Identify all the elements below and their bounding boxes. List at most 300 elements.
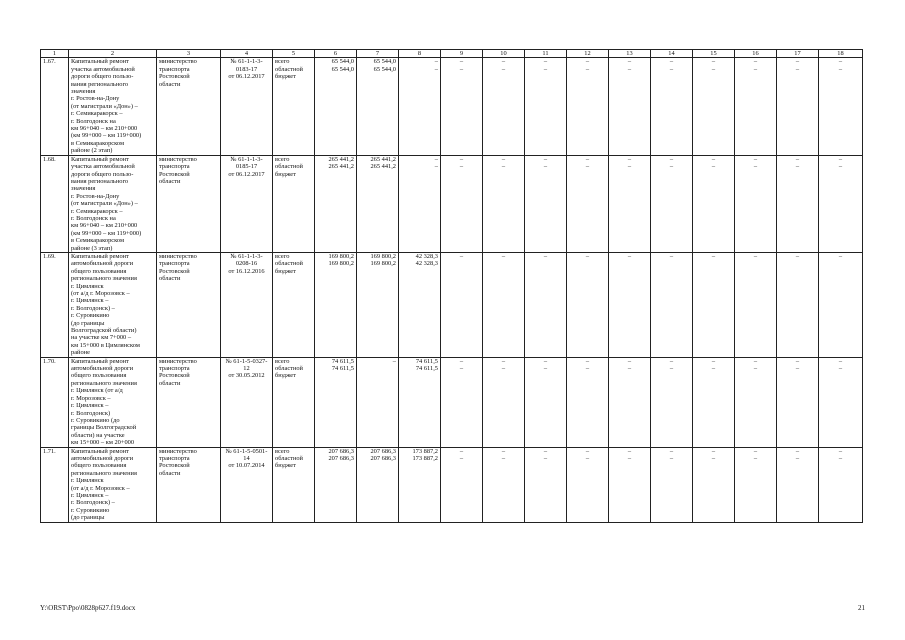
amount-col17 bbox=[777, 155, 819, 252]
cell-line: – bbox=[669, 447, 674, 455]
cell-line: 65 544,0 bbox=[331, 65, 354, 73]
amount-col6 bbox=[315, 155, 357, 252]
row-number: 1.71. bbox=[41, 447, 69, 522]
cell-line: г. Цимлянск (от а/д bbox=[71, 387, 123, 395]
cell-line: г. Волгодонск) bbox=[71, 409, 111, 417]
amount-col9 bbox=[441, 252, 483, 357]
object-name-cell bbox=[69, 58, 157, 155]
cell-line: – bbox=[669, 357, 674, 365]
cell-line: г. Цимлянск bbox=[71, 477, 104, 485]
document-cell bbox=[221, 357, 273, 447]
cell-line: всего bbox=[275, 155, 290, 163]
cell-line: – bbox=[501, 447, 506, 455]
cell-line: области bbox=[159, 275, 181, 283]
cell-line: Капитальный ремонт bbox=[71, 447, 129, 455]
cell-line: 65 544,0 bbox=[373, 65, 396, 73]
cell-line: – bbox=[711, 454, 716, 462]
cell-line: г. Цимлянск bbox=[71, 282, 104, 290]
row-number: 1.67. bbox=[41, 58, 69, 155]
row-number: 1.68. bbox=[41, 155, 69, 252]
cell-line: – bbox=[627, 454, 632, 462]
cell-line: участка автомобильной bbox=[71, 163, 135, 171]
cell-line: министерство bbox=[159, 58, 197, 66]
amount-col14 bbox=[651, 447, 693, 522]
cell-line: 42 328,3 bbox=[415, 260, 438, 268]
cell-line: 207 686,3 bbox=[328, 454, 354, 462]
cell-line: транспорта bbox=[159, 454, 190, 462]
cell-line: 207 686,3 bbox=[370, 447, 396, 455]
cell-line: – bbox=[627, 365, 632, 373]
header-cell: 17 bbox=[777, 50, 819, 58]
object-name-cell bbox=[69, 155, 157, 252]
cell-line: г. Суровикино (до bbox=[71, 416, 120, 424]
amount-col11 bbox=[525, 155, 567, 252]
amount-col10 bbox=[483, 447, 525, 522]
amount-col8 bbox=[399, 155, 441, 252]
document-cell bbox=[221, 447, 273, 522]
cell-line: – bbox=[669, 155, 674, 163]
customer-cell bbox=[157, 357, 221, 447]
amount-col9 bbox=[441, 58, 483, 155]
cell-line: – bbox=[459, 163, 464, 171]
cell-line: области bbox=[159, 469, 181, 477]
cell-line: – bbox=[459, 454, 464, 462]
object-name-cell bbox=[69, 447, 157, 522]
cell-line: всего bbox=[275, 252, 290, 260]
cell-line: Капитальный ремонт bbox=[71, 252, 129, 260]
cell-line: министерство bbox=[159, 357, 197, 365]
amount-col10 bbox=[483, 58, 525, 155]
cell-line: № 61-1-5-0501- bbox=[225, 447, 268, 455]
cell-line: – bbox=[627, 252, 632, 260]
cell-line: – bbox=[711, 163, 716, 171]
cell-line: – bbox=[838, 252, 843, 260]
cell-line: – bbox=[711, 447, 716, 455]
header-cell: 1 bbox=[41, 50, 69, 58]
cell-line: – bbox=[434, 155, 438, 163]
cell-line: областной bbox=[275, 65, 303, 73]
amount-col16 bbox=[735, 58, 777, 155]
cell-line: вания регионального bbox=[71, 177, 129, 185]
cell-line: 173 887,2 bbox=[412, 447, 438, 455]
cell-line: значения bbox=[71, 88, 96, 96]
cell-line: транспорта bbox=[159, 260, 190, 268]
cell-line: 0183-17 bbox=[235, 65, 258, 73]
cell-line: км 96+040 – км 210+000 bbox=[71, 125, 138, 133]
cell-line: участка автомобильной bbox=[71, 65, 135, 73]
header-cell: 15 bbox=[693, 50, 735, 58]
cell-line: области) на участке bbox=[71, 431, 125, 439]
cell-line: – bbox=[753, 163, 758, 171]
cell-line: – bbox=[459, 357, 464, 365]
cell-line: – bbox=[627, 155, 632, 163]
cell-line: – bbox=[669, 252, 674, 260]
cell-line: автомобильной дороги bbox=[71, 454, 134, 462]
document-cell bbox=[221, 155, 273, 252]
header-cell: 12 bbox=[567, 50, 609, 58]
amount-col18 bbox=[819, 58, 863, 155]
cell-line: министерство bbox=[159, 447, 197, 455]
cell-line: – bbox=[711, 155, 716, 163]
cell-line: министерство bbox=[159, 252, 197, 260]
cell-line: 0185-17 bbox=[235, 163, 258, 171]
cell-line: 42 328,3 bbox=[415, 252, 438, 260]
cell-line: области bbox=[159, 80, 181, 88]
header-cell: 6 bbox=[315, 50, 357, 58]
cell-line: транспорта bbox=[159, 65, 190, 73]
cell-line: – bbox=[753, 58, 758, 66]
amount-col18 bbox=[819, 252, 863, 357]
amount-col7 bbox=[357, 155, 399, 252]
row-number: 1.70. bbox=[41, 357, 69, 447]
header-cell: 2 bbox=[69, 50, 157, 58]
cell-line: районе (2 этап) bbox=[71, 147, 113, 155]
cell-line: – bbox=[501, 252, 506, 260]
object-name-cell bbox=[69, 252, 157, 357]
cell-line: – bbox=[627, 357, 632, 365]
cell-line: – bbox=[543, 58, 548, 66]
cell-line: всего bbox=[275, 447, 290, 455]
amount-col15 bbox=[693, 252, 735, 357]
cell-line: км 96+040 – км 210+000 bbox=[71, 222, 138, 230]
cell-line: 207 686,3 bbox=[328, 447, 354, 455]
cell-line: (от а/д г. Морозовск – bbox=[71, 290, 130, 297]
cell-line: г. Суровикино bbox=[71, 312, 110, 320]
cell-line: Ростовской bbox=[159, 267, 190, 275]
cell-line: 0208-16 bbox=[235, 260, 258, 268]
cell-line: № 61-1-1-3- bbox=[230, 155, 263, 163]
cell-line: – bbox=[501, 454, 506, 462]
cell-line: 265 441,2 bbox=[370, 163, 396, 171]
header-cell: 14 bbox=[651, 50, 693, 58]
cell-line: 265 441,2 bbox=[328, 155, 354, 163]
amount-col12 bbox=[567, 447, 609, 522]
amount-col11 bbox=[525, 447, 567, 522]
cell-line: значения bbox=[71, 185, 96, 193]
cell-line: транспорта bbox=[159, 163, 190, 171]
header-cell: 4 bbox=[221, 50, 273, 58]
amount-col13 bbox=[609, 357, 651, 447]
cell-line: – bbox=[627, 58, 632, 66]
header-cell: 9 bbox=[441, 50, 483, 58]
cell-line: – bbox=[501, 155, 506, 163]
amount-col16 bbox=[735, 252, 777, 357]
cell-line: бюджет bbox=[275, 73, 296, 81]
cell-line: 169 800,2 bbox=[370, 252, 396, 260]
table-body bbox=[41, 50, 863, 523]
cell-line: общего пользования bbox=[71, 462, 127, 470]
cell-line: – bbox=[753, 252, 758, 260]
cell-line: 74 611,5 bbox=[415, 357, 438, 365]
cell-line: – bbox=[711, 357, 716, 365]
amount-col8 bbox=[399, 357, 441, 447]
cell-line: г. Семикаракорск – bbox=[71, 207, 123, 215]
cell-line: Ростовской bbox=[159, 462, 190, 470]
header-cell: 11 bbox=[525, 50, 567, 58]
table-row bbox=[41, 155, 863, 252]
cell-line: – bbox=[669, 365, 674, 373]
cell-line: – bbox=[459, 365, 464, 373]
cell-line: – bbox=[838, 58, 843, 66]
cell-line: 169 800,2 bbox=[370, 260, 396, 268]
cell-line: (км 99+000 – км 119+000) bbox=[71, 229, 142, 237]
amount-col12 bbox=[567, 252, 609, 357]
amount-col14 bbox=[651, 58, 693, 155]
amount-col7 bbox=[357, 357, 399, 447]
cell-line: автомобильной дороги bbox=[71, 260, 134, 268]
cell-line: – bbox=[585, 357, 590, 365]
cell-line: – bbox=[669, 58, 674, 66]
amount-col15 bbox=[693, 447, 735, 522]
amount-col17 bbox=[777, 58, 819, 155]
amount-col14 bbox=[651, 155, 693, 252]
cell-line: – bbox=[838, 447, 843, 455]
cell-line: автомобильной дороги bbox=[71, 365, 134, 373]
cell-line: 12 bbox=[243, 365, 250, 373]
file-path: Y:\ORST\Ppo\0828p627.f19.docx bbox=[40, 604, 136, 612]
cell-line: – bbox=[543, 252, 548, 260]
amount-col7 bbox=[357, 58, 399, 155]
cell-line: – bbox=[795, 155, 800, 163]
amount-col15 bbox=[693, 58, 735, 155]
cell-line: – bbox=[795, 163, 800, 171]
amount-col9 bbox=[441, 447, 483, 522]
cell-line: г. Морозовск – bbox=[71, 394, 111, 402]
cell-line: – bbox=[434, 65, 438, 73]
cell-line: г. Цимлянск – bbox=[71, 491, 109, 499]
cell-line: – bbox=[711, 58, 716, 66]
cell-line: г. Семикаракорск – bbox=[71, 110, 123, 118]
cell-line: области bbox=[159, 177, 181, 185]
cell-line: – bbox=[585, 447, 590, 455]
cell-line: регионального значения bbox=[71, 469, 137, 477]
cell-line: – bbox=[585, 365, 590, 373]
amount-col11 bbox=[525, 252, 567, 357]
cell-line: – bbox=[501, 365, 506, 373]
cell-line: км 15+000 – км 20+000 bbox=[71, 439, 135, 447]
amount-col7 bbox=[357, 447, 399, 522]
cell-line: № 61-1-5-0327- bbox=[225, 357, 268, 365]
cell-line: всего bbox=[275, 357, 290, 365]
cell-line: – bbox=[753, 155, 758, 163]
cell-line: – bbox=[543, 65, 548, 73]
cell-line: вания регионального bbox=[71, 80, 129, 88]
customer-cell bbox=[157, 58, 221, 155]
cell-line: – bbox=[585, 252, 590, 260]
cell-line: – bbox=[543, 447, 548, 455]
cell-line: в Семикаракорском bbox=[71, 237, 125, 245]
cell-line: – bbox=[838, 65, 843, 73]
cell-line: 265 441,2 bbox=[370, 155, 396, 163]
cell-line: Капитальный ремонт bbox=[71, 155, 129, 163]
cell-line: г. Волгодонск) – bbox=[71, 499, 115, 507]
cell-line: – bbox=[501, 357, 506, 365]
cell-line: регионального значения bbox=[71, 379, 137, 387]
cell-line: бюджет bbox=[275, 170, 296, 178]
cell-line: – bbox=[585, 454, 590, 462]
amount-col12 bbox=[567, 357, 609, 447]
amount-col16 bbox=[735, 447, 777, 522]
cell-line: – bbox=[543, 357, 548, 365]
cell-line: дороги общего пользо- bbox=[71, 73, 134, 81]
cell-line: г. Волгодонск) – bbox=[71, 304, 115, 312]
cell-line: – bbox=[669, 454, 674, 462]
customer-cell bbox=[157, 447, 221, 522]
header-cell: 10 bbox=[483, 50, 525, 58]
amount-col17 bbox=[777, 252, 819, 357]
cell-line: – bbox=[434, 58, 438, 66]
cell-line: – bbox=[753, 454, 758, 462]
amount-col8 bbox=[399, 447, 441, 522]
amount-col16 bbox=[735, 357, 777, 447]
table-row bbox=[41, 447, 863, 522]
row-number: 1.69. bbox=[41, 252, 69, 357]
document-cell bbox=[221, 58, 273, 155]
cell-line: – bbox=[627, 163, 632, 171]
cell-line: министерство bbox=[159, 155, 197, 163]
cell-line: – bbox=[434, 163, 438, 171]
cell-line: г. Цимлянск – bbox=[71, 402, 109, 410]
page-number: 21 bbox=[858, 604, 865, 612]
funding-source-cell bbox=[273, 252, 315, 357]
cell-line: г. Суровикино bbox=[71, 506, 110, 514]
cell-line: 173 887,2 bbox=[412, 454, 438, 462]
cell-line: 65 544,0 bbox=[373, 58, 396, 66]
header-cell: 8 bbox=[399, 50, 441, 58]
cell-line: всего bbox=[275, 58, 290, 66]
amount-col14 bbox=[651, 252, 693, 357]
cell-line: № 61-1-1-3- bbox=[230, 58, 263, 66]
cell-line: – bbox=[501, 58, 506, 66]
amount-col13 bbox=[609, 447, 651, 522]
amount-col18 bbox=[819, 447, 863, 522]
cell-line: бюджет bbox=[275, 372, 296, 380]
cell-line: от 06.12.2017 bbox=[228, 170, 265, 178]
table-row bbox=[41, 252, 863, 357]
cell-line: – bbox=[838, 357, 843, 365]
cell-line: (от магистрали «Дон») – bbox=[71, 200, 138, 208]
cell-line: – bbox=[543, 365, 548, 373]
amount-col12 bbox=[567, 155, 609, 252]
cell-line: (от магистрали «Дон») – bbox=[71, 102, 138, 110]
cell-line: – bbox=[795, 65, 800, 73]
amount-col13 bbox=[609, 58, 651, 155]
cell-line: г. Волгодонск на bbox=[71, 214, 116, 222]
cell-line: – bbox=[543, 163, 548, 171]
cell-line: – bbox=[838, 163, 843, 171]
cell-line: – bbox=[838, 454, 843, 462]
cell-line: от 16.12.2016 bbox=[228, 267, 265, 275]
cell-line: г. Ростов-на-Дону bbox=[71, 192, 120, 200]
amount-col6 bbox=[315, 357, 357, 447]
cell-line: – bbox=[711, 252, 716, 260]
cell-line: общего пользования bbox=[71, 372, 127, 380]
cell-line: – bbox=[459, 252, 464, 260]
header-cell: 7 bbox=[357, 50, 399, 58]
cell-line: регионального значения bbox=[71, 275, 137, 283]
cell-line: от 30.05.2012 bbox=[228, 372, 265, 380]
cell-line: – bbox=[753, 365, 758, 373]
cell-line: областной bbox=[275, 454, 303, 462]
cell-line: областной bbox=[275, 163, 303, 171]
cell-line: – bbox=[753, 447, 758, 455]
amount-col10 bbox=[483, 155, 525, 252]
cell-line: – bbox=[501, 163, 506, 171]
customer-cell bbox=[157, 155, 221, 252]
cell-line: г. Цимлянск – bbox=[71, 297, 109, 305]
amount-col9 bbox=[441, 357, 483, 447]
header-row bbox=[41, 50, 863, 58]
cell-line: Ростовской bbox=[159, 170, 190, 178]
amount-col15 bbox=[693, 357, 735, 447]
cell-line: – bbox=[459, 447, 464, 455]
cell-line: – bbox=[838, 365, 843, 373]
cell-line: Ростовской bbox=[159, 73, 190, 81]
cell-line: Капитальный ремонт bbox=[71, 58, 129, 66]
amount-col13 bbox=[609, 155, 651, 252]
cell-line: – bbox=[585, 65, 590, 73]
cell-line: (от а/д г. Морозовск – bbox=[71, 484, 130, 492]
cell-line: бюджет bbox=[275, 462, 296, 470]
header-cell: 13 bbox=[609, 50, 651, 58]
amount-col9 bbox=[441, 155, 483, 252]
amount-col16 bbox=[735, 155, 777, 252]
cell-line: – bbox=[753, 65, 758, 73]
cell-line: Капитальный ремонт bbox=[71, 357, 129, 365]
amount-col6 bbox=[315, 58, 357, 155]
document-cell bbox=[221, 252, 273, 357]
amount-col10 bbox=[483, 252, 525, 357]
funding-source-cell bbox=[273, 357, 315, 447]
cell-line: – bbox=[795, 252, 800, 260]
cell-line: (км 99+000 – км 119+000) bbox=[71, 132, 142, 140]
cell-line: – bbox=[585, 58, 590, 66]
object-name-cell bbox=[69, 357, 157, 447]
cell-line: – bbox=[585, 155, 590, 163]
cell-line: 169 800,2 bbox=[328, 260, 354, 268]
amount-col17 bbox=[777, 357, 819, 447]
cell-line: 74 611,5 bbox=[331, 365, 354, 373]
cell-line: – bbox=[711, 65, 716, 73]
cell-line: 74 611,5 bbox=[331, 357, 354, 365]
cell-line: – bbox=[627, 65, 632, 73]
cell-line: 265 441,2 bbox=[328, 163, 354, 171]
cell-line: дороги общего пользо- bbox=[71, 170, 134, 178]
cell-line: – bbox=[392, 357, 396, 365]
header-cell: 16 bbox=[735, 50, 777, 58]
cell-line: км 15+000 в Цимлянском bbox=[71, 341, 140, 349]
amount-col12 bbox=[567, 58, 609, 155]
cell-line: 169 800,2 bbox=[328, 252, 354, 260]
cell-line: – bbox=[795, 447, 800, 455]
cell-line: транспорта bbox=[159, 365, 190, 373]
amount-col14 bbox=[651, 357, 693, 447]
cell-line: районе (3 этап) bbox=[71, 244, 113, 252]
cell-line: от 06.12.2017 bbox=[228, 73, 265, 81]
cell-line: – bbox=[459, 155, 464, 163]
cell-line: – bbox=[838, 155, 843, 163]
cell-line: – bbox=[459, 65, 464, 73]
cell-line: областной bbox=[275, 365, 303, 373]
table-row bbox=[41, 58, 863, 155]
cell-line: – bbox=[459, 58, 464, 66]
cell-line: № 61-1-1-3- bbox=[230, 252, 263, 260]
amount-col8 bbox=[399, 58, 441, 155]
amount-col11 bbox=[525, 58, 567, 155]
cell-line: Волгоградской области) bbox=[71, 327, 137, 335]
amount-col18 bbox=[819, 357, 863, 447]
cell-line: г. Ростов-на-Дону bbox=[71, 95, 120, 103]
